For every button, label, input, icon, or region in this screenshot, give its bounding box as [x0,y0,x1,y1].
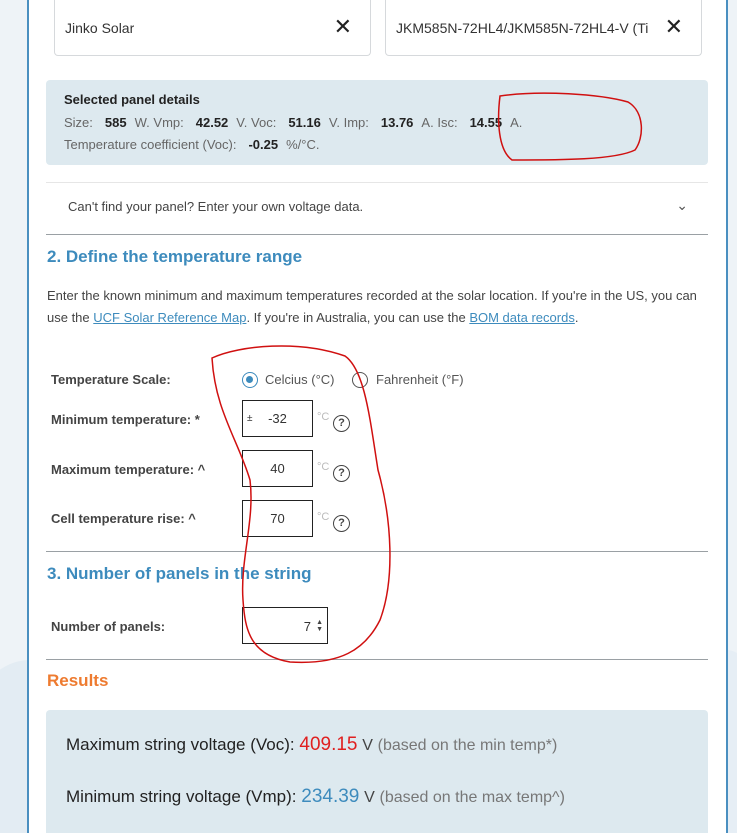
isc-value: 14.55 [469,115,503,130]
max-voltage-line [66,734,557,756]
para-text-2: . If you're in Australia, you can use the [246,309,470,325]
plus-minus-icon[interactable]: ± [247,413,253,424]
min-temp-label: Minimum temperature: * [51,412,200,427]
celcius-label[interactable]: Celcius (°C) [265,372,335,387]
section-3-title: 3. Number of panels in the string [47,564,312,583]
max-voltage-note: (based on the min temp*) [377,737,558,754]
max-temp-help-icon[interactable]: ? [333,465,350,482]
details-heading: Selected panel details [64,92,200,107]
isc-unit: A. [510,115,523,130]
voc-value: 51.16 [288,115,321,130]
vmp-unit: V. [236,115,248,130]
cell-rise-help-icon[interactable]: ? [333,515,350,532]
temp-coef-unit: %/°C. [286,137,320,152]
fahrenheit-radio[interactable] [352,372,368,388]
clear-brand-icon[interactable]: ✕ [333,14,352,39]
min-voltage-unit: V [364,789,375,806]
temperature-scale-label: Temperature Scale: [51,372,171,387]
selected-panel-details [46,80,708,165]
divider-3 [46,659,708,660]
temp-coef-value: -0.25 [248,137,279,152]
voc-label: Voc: [251,115,277,130]
cell-rise-input[interactable] [242,500,313,537]
calculator-page [27,0,728,833]
min-temp-help-icon[interactable]: ? [333,415,350,432]
voc-unit: V. [328,115,340,130]
custom-panel-label: Can't find your panel? Enter your own voltage data. [68,199,364,214]
imp-label: Imp: [343,115,369,130]
min-temp-value: -32 [268,411,287,426]
panels-count-input[interactable] [242,607,328,644]
imp-unit: A. [421,115,434,130]
cell-rise-label: Cell temperature rise: ^ [51,511,196,526]
max-voltage-label: Maximum string voltage (Voc): [66,735,295,754]
min-temp-input[interactable] [242,400,313,437]
divider-2 [46,551,708,552]
max-temp-value: 40 [270,461,285,476]
size-unit: W. [134,115,150,130]
model-select[interactable] [385,0,702,56]
min-temp-unit: °C [317,411,330,423]
vmp-label: Vmp: [153,115,184,130]
cell-rise-value: 70 [270,511,285,526]
chevron-down-icon: ⌄ [676,197,688,213]
section-2-title: 2. Define the temperature range [47,247,303,266]
min-voltage-label: Minimum string voltage (Vmp): [66,787,297,806]
results-panel [46,710,708,833]
brand-select-value: Jinko Solar [65,19,135,36]
max-temp-unit: °C [317,461,330,473]
min-voltage-line [66,786,565,808]
bom-records-link[interactable]: BOM data records [469,309,575,325]
panels-count-value: 7 [303,619,311,634]
max-voltage-unit: V [362,737,373,754]
custom-panel-toggle[interactable] [46,182,708,230]
vmp-value: 42.52 [195,115,229,130]
max-voltage-value: 409.15 [299,734,358,755]
min-voltage-note: (based on the max temp^) [379,789,565,806]
section-2-description [47,285,707,328]
results-title: Results [47,671,109,690]
temp-coef-label: Temperature coefficient (Voc): [64,137,237,152]
divider-1 [46,234,708,235]
max-temp-label: Maximum temperature: ^ [51,462,206,477]
details-row-temp-coef [64,134,708,156]
min-voltage-value: 234.39 [301,786,360,807]
cell-rise-unit: °C [317,511,330,523]
para-text-3: . [574,309,579,325]
ucf-map-link[interactable]: UCF Solar Reference Map [93,309,247,325]
para-text-1: Enter the known minimum and maximum temperatures recorded at the solar location. If you're in the US, you can use the [47,288,697,325]
model-select-value: JKM585N-72HL4/JKM585N-72HL4-V (Ti [396,19,649,36]
clear-model-icon[interactable]: ✕ [664,14,683,39]
spinner-icon[interactable]: ▲ ▼ [316,619,323,633]
imp-value: 13.76 [380,115,414,130]
isc-label: Isc: [437,115,458,130]
size-value: 585 [104,115,127,130]
max-temp-input[interactable] [242,450,313,487]
celcius-radio[interactable] [242,372,258,388]
panels-label: Number of panels: [51,619,166,634]
size-label: Size: [64,115,93,130]
fahrenheit-label[interactable]: Fahrenheit (°F) [376,372,464,387]
brand-select[interactable] [54,0,371,56]
details-row-specs [64,112,708,134]
